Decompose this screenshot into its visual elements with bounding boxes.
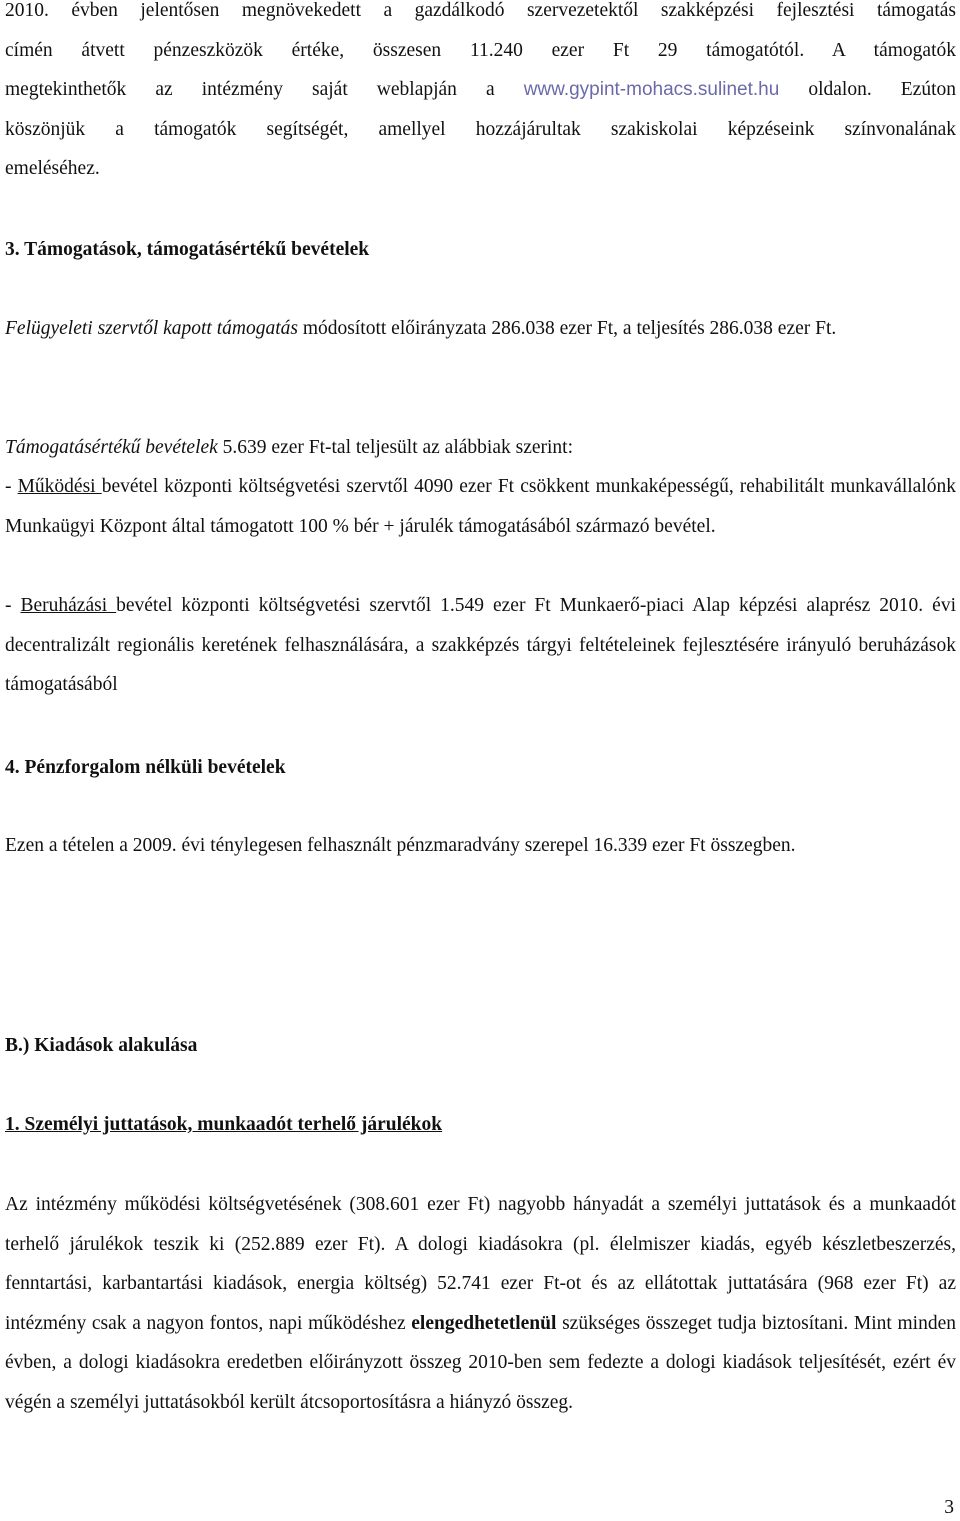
- expenses-emphasis: elengedhetetlenül: [411, 1312, 557, 1334]
- section-b-heading: B.) Kiadások alakulása: [5, 1035, 198, 1056]
- grant-revenue-summary: [5, 428, 956, 468]
- intro-line-3: [5, 70, 956, 110]
- expenses-text-after: szükséges összeget tudja biztosítani. Mint minden évben, a dologi kiadásokra eredetben előirányzott összeg 2010-ben sem fedezte a dologi kiadások teljesítését, ezért év végén a személyi juttatásokból került átcsoportosításra a hiányzó összeg.: [5, 1312, 956, 1413]
- expenses-paragraph: [5, 1185, 956, 1423]
- investment-revenue-item: [5, 586, 956, 705]
- personnel-expenses-heading: [5, 1113, 442, 1137]
- investment-revenue-text: bevétel központi költségvetési szervtől 1.549 ezer Ft Munkaerő-piaci Alap képzési alaprész 2010. évi decentralizált regionális keretének felhasználására, a szakképzés tárgyi feltételeinek fejlesztésére irányuló beruházások támogatásából: [5, 595, 956, 696]
- section-4-heading: 4. Pénzforgalom nélküli bevételek: [5, 757, 286, 778]
- operating-revenue-dash: -: [5, 476, 18, 497]
- page-number: 3: [944, 1497, 954, 1518]
- supervisory-grant-label: Felügyeleti szervtől kapott támogatás: [5, 318, 298, 339]
- intro-paragraph: [5, 0, 956, 189]
- non-cash-revenue-text: Ezen a tételen a 2009. évi ténylegesen felhasznált pénzmaradvány szerepel 16.339 ezer Ft összegben.: [5, 835, 796, 856]
- intro-text-after-link: oldalon. Ezúton: [808, 79, 956, 101]
- intro-text-before-link: megtekinthetők az intézmény saját weblapján a: [5, 79, 495, 101]
- operating-revenue-label: Működési: [17, 476, 102, 497]
- expenses-text-before: Az intézmény működési költségvetésének (308.601 ezer Ft) nagyobb hányadát a személyi juttatások és a munkaadót terhelő járulékok teszik ki (252.889 ezer Ft). A dologi kiadásokra (pl. élelmiszer kiadás, egyéb készletbeszerzés, fenntartási, karbantartási kiadások, energia költség) 52.741 ezer Ft-ot és az ellátottak juttatására (968 ezer Ft) az intézmény csak a nagyon fontos, napi működéshez: [5, 1194, 956, 1334]
- intro-line-4: köszönjük a támogatók segítségét, amellyel hozzájárultak szakiskolai képzéseink színvonalának: [5, 118, 956, 140]
- intro-line-1: 2010. évben jelentősen megnövekedett a gazdálkodó szervezetektől szakképzési fejlesztési támogatás: [5, 0, 956, 21]
- investment-revenue-dash: -: [5, 595, 21, 616]
- grant-revenue-text: 5.639 ezer Ft-tal teljesült az alábbiak szerint:: [217, 437, 573, 458]
- section-3-heading: 3. Támogatások, támogatásértékű bevételek: [5, 239, 370, 260]
- investment-revenue-label: Beruházási: [20, 595, 117, 616]
- operating-revenue-text: bevétel központi költségvetési szervtől 4090 ezer Ft csökkent munkaképességű, rehabilitált munkavállalónk Munkaügyi Központ által támogatott 100 % bér + járulék támogatásából származó bevétel.: [5, 476, 957, 537]
- school-website-link[interactable]: www.gypint-mohacs.sulinet.hu: [523, 79, 780, 101]
- personnel-expenses-heading-text: 1. Személyi juttatások, munkaadót terhelő járulékok: [5, 1114, 443, 1135]
- intro-line-5: emeléséhez.: [5, 158, 100, 180]
- supervisory-grant-text: módosított előirányzata 286.038 ezer Ft, a teljesítés 286.038 ezer Ft.: [298, 318, 837, 339]
- intro-line-2: címén átvett pénzeszközök értéke, összesen 11.240 ezer Ft 29 támogatótól. A támogatók: [5, 39, 956, 61]
- operating-revenue-item: [5, 467, 956, 546]
- grant-revenue-label: Támogatásértékű bevételek: [5, 437, 218, 458]
- supervisory-grant-paragraph: [5, 309, 956, 349]
